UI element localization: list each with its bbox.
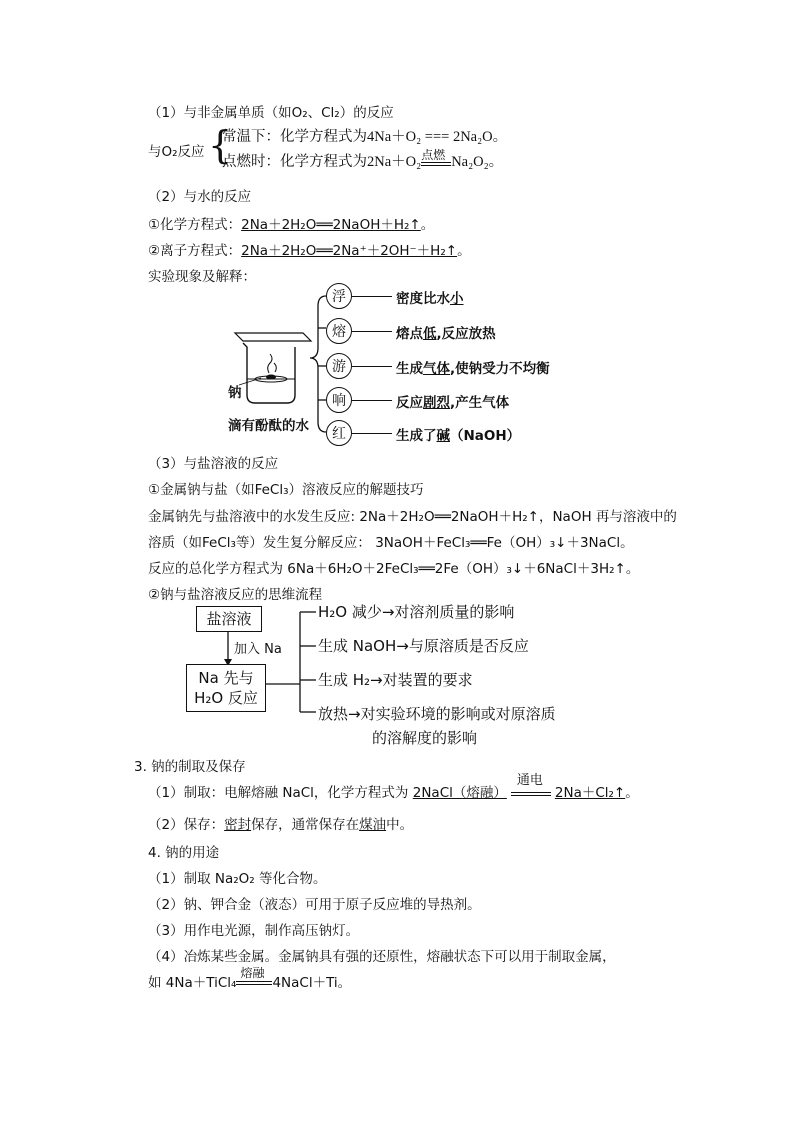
exp-pre: 反应 — [396, 395, 423, 411]
arrow-line — [352, 433, 392, 434]
use-eq-condition: 熔融 — [240, 966, 265, 980]
paragraph-line: 溶质（如FeCl₃等）发生复分解反应： 3NaOH＋FeCl₃══Fe（OH）₃↓＋3NaCl。 — [148, 535, 634, 551]
section2-heading: （2）与水的反应 — [148, 189, 252, 205]
phenomenon-char-swim: 游 — [326, 353, 352, 379]
use-eq-product: 4NaCl＋Ti。 — [272, 975, 352, 991]
prep-end: 。 — [625, 785, 639, 801]
paragraph-line: 金属钠先与盐溶液中的水发生反应: 2Na＋2H₂O══2NaOH＋H₂↑，NaOH 再与溶液中的 — [148, 509, 677, 525]
store-line — [148, 816, 413, 834]
exp-pre: 生成 — [396, 361, 423, 377]
water-label: 滴有酚酞的水 — [228, 418, 309, 434]
prep-line — [148, 773, 639, 802]
na-water-box — [186, 664, 266, 712]
o2-reaction-label: 与O₂反应 — [148, 144, 205, 160]
flow-item: 生成 NaOH→与原溶质是否反应 — [318, 637, 529, 655]
ignite-prefix: 点燃时：化学方程式为2Na＋O₂ — [222, 154, 422, 170]
sodium-piece-icon — [266, 375, 276, 380]
chem-label: ①化学方程式： — [148, 217, 242, 233]
use-eq-prefix: 如 4Na＋TiCl₄ — [148, 975, 237, 991]
arrow-line — [352, 331, 392, 332]
condition-line-bottom — [511, 795, 551, 796]
box-line: Na 先与 — [198, 669, 254, 687]
ion-end: 。 — [457, 243, 471, 259]
condition-line-top — [511, 792, 551, 793]
condition-line-bottom — [421, 165, 451, 166]
arrow-line — [352, 400, 392, 401]
section1-heading: （1）与非金属单质（如O₂、Cl₂）的反应 — [148, 105, 394, 121]
phenomenon-char-red: 红 — [326, 420, 352, 446]
exp-post: ,反应放热 — [436, 326, 496, 342]
add-na-label: 加入 Na — [234, 642, 282, 657]
ignite-equation — [222, 148, 504, 171]
section-uses-heading: 4. 钠的用途 — [148, 845, 220, 861]
prep-reactant: 2NaCl（熔融） — [412, 785, 507, 801]
ignite-condition-arrow — [421, 148, 451, 171]
phenomenon-explanation — [396, 357, 550, 377]
left-brace-icon: { — [208, 123, 233, 167]
tip-heading: ①金属钠与盐（如FeCl₃）溶液反应的解题技巧 — [148, 482, 424, 498]
ignite-product: Na₂O₂。 — [451, 154, 504, 170]
phenomenon-char-float: 浮 — [326, 283, 352, 309]
exp-key: 气体 — [423, 361, 450, 377]
arrow-line — [352, 296, 392, 297]
flow-item: 生成 H₂→对装置的要求 — [318, 671, 473, 689]
use-item: （2）钠、钾合金（液态）可用于原子反应堆的导热剂。 — [148, 897, 481, 913]
ion-label: ②离子方程式： — [148, 243, 242, 259]
ion-equation-line — [148, 242, 471, 260]
gas-icon-2 — [274, 363, 276, 372]
bracket-icon — [310, 296, 326, 432]
exp-key: 低 — [423, 326, 437, 342]
normal-temp-equation: 常温下：化学方程式为4Na＋O₂ === 2Na₂O。 — [222, 129, 508, 145]
store-key: 密封 — [224, 817, 252, 833]
section-prep-heading: 3. 钠的制取及保存 — [134, 759, 246, 775]
ignite-condition: 点燃 — [421, 148, 446, 162]
exp-post: ,产生气体 — [450, 395, 510, 411]
experiment-heading: 实验现象及解释： — [148, 269, 256, 285]
store-end: 中。 — [386, 817, 414, 833]
salt-solution-box: 盐溶液 — [196, 606, 262, 632]
gas-icon — [268, 354, 272, 373]
prep-condition: 通电 — [516, 773, 543, 788]
use-item-equation — [148, 966, 352, 992]
exp-pre: 密度比水 — [396, 291, 450, 307]
chem-equation: 2Na＋2H₂O══2NaOH＋H₂↑ — [241, 217, 421, 233]
ion-equation: 2Na＋2H₂O══2Na⁺＋2OH⁻＋H₂↑ — [241, 243, 458, 259]
prep-product: 2Na＋Cl₂↑ — [554, 785, 626, 801]
use-item: （4）冶炼某些金属。金属钠具有强的还原性，熔融状态下可以用于制取金属， — [148, 949, 616, 965]
chem-end: 。 — [420, 217, 435, 233]
exp-key: 碱 — [436, 428, 450, 444]
exp-post: （NaOH） — [450, 428, 521, 444]
section3-heading: （3）与盐溶液的反应 — [148, 456, 279, 472]
exp-post: ,使钠受力不均衡 — [450, 361, 550, 377]
phenomenon-explanation — [396, 391, 509, 411]
electrolysis-condition-arrow — [511, 773, 551, 802]
box-line: H₂O 反应 — [194, 689, 258, 707]
flow-heading: ②钠与盐溶液反应的思维流程 — [148, 587, 323, 603]
phenomenon-char-sound: 响 — [326, 387, 352, 413]
use-item: （3）用作电光源，制作高压钠灯。 — [148, 923, 360, 939]
condition-line-top — [421, 162, 451, 163]
flow-item-continued: 的溶解度的影响 — [372, 729, 478, 747]
condition-line-top — [236, 981, 272, 982]
molten-condition-arrow — [236, 966, 272, 992]
flow-item: H₂O 减少→对溶剂质量的影响 — [318, 603, 515, 621]
arrow-line — [352, 366, 392, 367]
exp-pre: 生成了 — [396, 428, 437, 444]
use-item: （1）制取 Na₂O₂ 等化合物。 — [148, 871, 327, 887]
sodium-label: 钠 — [228, 385, 242, 401]
flow-item: 放热→对实验环境的影响或对原溶质 — [318, 705, 556, 723]
phenomenon-explanation — [396, 322, 496, 342]
store-key: 煤油 — [359, 817, 387, 833]
phenomenon-explanation — [396, 287, 464, 307]
condition-line-bottom — [236, 984, 272, 985]
chem-equation-line — [148, 216, 434, 234]
store-label: （2）保存： — [148, 817, 225, 833]
exp-pre: 熔点 — [396, 326, 423, 342]
total-equation: 反应的总化学方程式为 6Na＋6H₂O＋2FeCl₃══2Fe（OH）₃↓＋6NaCl＋3H₂↑。 — [148, 561, 640, 577]
phenomenon-char-melt: 熔 — [326, 318, 352, 344]
phenomenon-explanation — [396, 424, 520, 444]
store-mid: 保存，通常保存在 — [251, 817, 360, 833]
exp-key: 小 — [450, 291, 464, 307]
prep-label: （1）制取：电解熔融 NaCl，化学方程式为 — [148, 785, 413, 801]
exp-key: 剧烈 — [423, 395, 450, 411]
